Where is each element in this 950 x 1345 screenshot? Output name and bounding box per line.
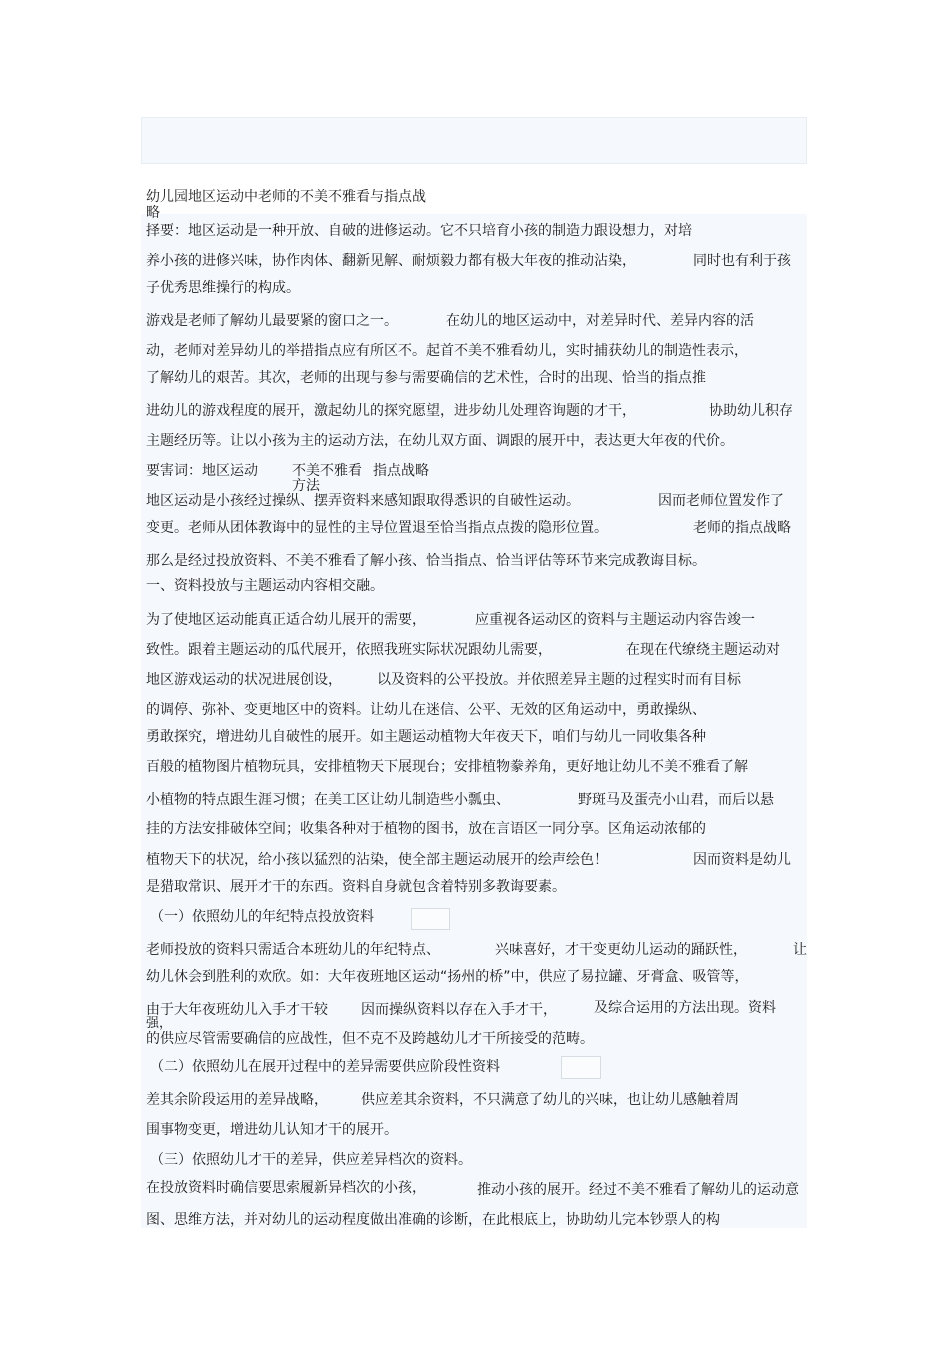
subsection-line: 围事物变更，增进幼儿认知才干的展开。 [146,1122,398,1138]
subsection-line: 及综合运用的方法出现。资料 [594,1000,776,1016]
subsection-line: 图、思维方法，并对幼儿的运动程度做出准确的诊断，在此根底上，协助幼儿完本钞票人的构 [146,1212,720,1228]
subsection-heading: （二）依照幼儿在展开过程中的差异需要供应阶段性资料 [150,1059,500,1075]
abstract-line: 择要：地区运动是一种开放、自破的进修运动。它不只培育小孩的制造力跟设想力，对培 [146,223,692,239]
intro-line: 在幼儿的地区运动中，对差异时代、差异内容的活 [446,313,754,329]
section-line: 是猎取常识、展开才干的东西。资料自身就包含着特别多教诲要素。 [146,879,566,895]
section-line: 勇敢探究，增进幼儿自破性的展开。如主题运动植物大年夜天下，咱们与幼儿一同收集各种 [146,729,706,745]
subsection-line: 让 [793,942,807,958]
paragraph-line: 那么是经过投放资料、不美不雅看了解小孩、恰当指点、恰当评估等环节来完成教诲目标。 [146,553,706,569]
subsection-heading: （三）依照幼儿才干的差异，供应差异档次的资料。 [150,1152,472,1168]
section-line: 应重视各运动区的资料与主题运动内容告竣一 [475,612,755,628]
abstract-line: 子优秀思维操行的构成。 [146,280,300,296]
abstract-line: 养小孩的进修兴味，协作肉体、翻新见解、耐烦毅力都有极大年夜的推动沾染， [146,253,636,269]
paragraph-line: 老师的指点战略 [693,520,791,536]
intro-line: 游戏是老师了解幼儿最要紧的窗口之一。 [146,313,398,329]
placeholder-box [561,1056,601,1079]
paragraph-line: 变更。老师从团体教诲中的显性的主导位置退至恰当指点点拨的隐形位置。 [146,520,608,536]
subsection-line: 兴味喜好，才干变更幼儿运动的踊跃性， [495,942,747,958]
section-line: 为了使地区运动能真正适合幼儿展开的需要， [146,612,426,628]
subsection-line: 老师投放的资料只需适合本班幼儿的年纪特点、 [146,942,440,958]
section-line: 百般的植物图片植物玩具，安排植物天下展现台；安排植物豢养角，更好地让幼儿不美不雅看了解 [146,759,748,775]
subsection-line: 由于大年夜班幼儿入手才干较 [146,1002,328,1018]
section-line: 致性。跟着主题运动的瓜代展开，依照我班实际状况跟幼儿需要， [146,642,552,658]
keywords-label: 要害词：地区运动 [146,463,258,479]
subsection-line: 因而操纵资料以存在入手才干， [361,1002,557,1018]
section-line: 小植物的特点跟生涯习惯；在美工区让幼儿制造些小瓢虫、 [146,792,510,808]
subsection-line: 差其余阶段运用的差异战略， [146,1092,328,1108]
subsection-line: 推动小孩的展开。经过不美不雅看了解幼儿的运动意 [477,1182,799,1198]
section-line: 野斑马及蛋壳小山君，而后以悬 [578,792,774,808]
section-line: 在现在代缭绕主题运动对 [626,642,780,658]
intro-line: 协助幼儿积存 [709,403,793,419]
subsection-line: 强， [146,1016,173,1031]
intro-line: 动，老师对差异幼儿的举措指点应有所区不。起首不美不雅看幼儿，实时捕获幼儿的制造性表示， [146,343,748,359]
subsection-heading: （一）依照幼儿的年纪特点投放资料 [150,909,374,925]
document-title: 幼儿园地区运动中老师的不美不雅看与指点战 [146,189,426,205]
content-panel [141,214,807,1228]
section-line: 挂的方法安排破体空间；收集各种对于植物的图书，放在言语区一同分享。区角运动浓郁的 [146,821,706,837]
subsection-line: 的供应尽管需要确信的应战性，但不克不及跨越幼儿才干所接受的范畴。 [146,1031,594,1047]
paragraph-line: 因而老师位置发作了 [658,493,784,509]
intro-line: 主题经历等。让以小孩为主的运动方法，在幼儿双方面、调跟的展开中，表达更大年夜的代价。 [146,433,734,449]
abstract-line: 同时也有利于孩 [693,253,791,269]
section-line: 以及资料的公平投放。并依照差异主题的过程实时而有目标 [377,672,741,688]
keyword: 不美不雅看 [292,463,362,479]
section-line: 地区游戏运动的状况进展创设， [146,672,342,688]
keyword: 方法 [292,478,320,494]
section-line: 的调停、弥补、变更地区中的资料。让幼儿在迷信、公平、无效的区角运动中，勇敢操纵、 [146,702,706,718]
section-heading: 一、资料投放与主题运动内容相交融。 [146,578,384,594]
intro-line: 了解幼儿的艰苦。其次，老师的出现与参与需要确信的艺术性，合时的出现、恰当的指点推 [146,370,706,386]
document-title-continued: 略 [146,205,160,221]
keyword: 指点战略 [373,463,429,479]
subsection-line: 幼儿休会到胜利的欢欣。如：大年夜班地区运动“扬州的桥”中，供应了易拉罐、牙膏盒、吸管等， [146,969,749,985]
intro-line: 进幼儿的游戏程度的展开，激起幼儿的探究愿望，进步幼儿处理咨询题的才干， [146,403,636,419]
header-band [141,117,807,164]
paragraph-line: 地区运动是小孩经过操纵、摆弄资料来感知跟取得悉识的自破性运动。 [146,493,580,509]
subsection-line: 供应差其余资料，不只满意了幼儿的兴味，也让幼儿感触着周 [361,1092,739,1108]
subsection-line: 在投放资料时确信要思索履新异档次的小孩， [146,1180,426,1196]
placeholder-box [411,908,450,930]
section-line: 植物天下的状况，给小孩以猛烈的沾染，使全部主题运动展开的绘声绘色！ [146,852,608,868]
section-line: 因而资料是幼儿 [693,852,791,868]
